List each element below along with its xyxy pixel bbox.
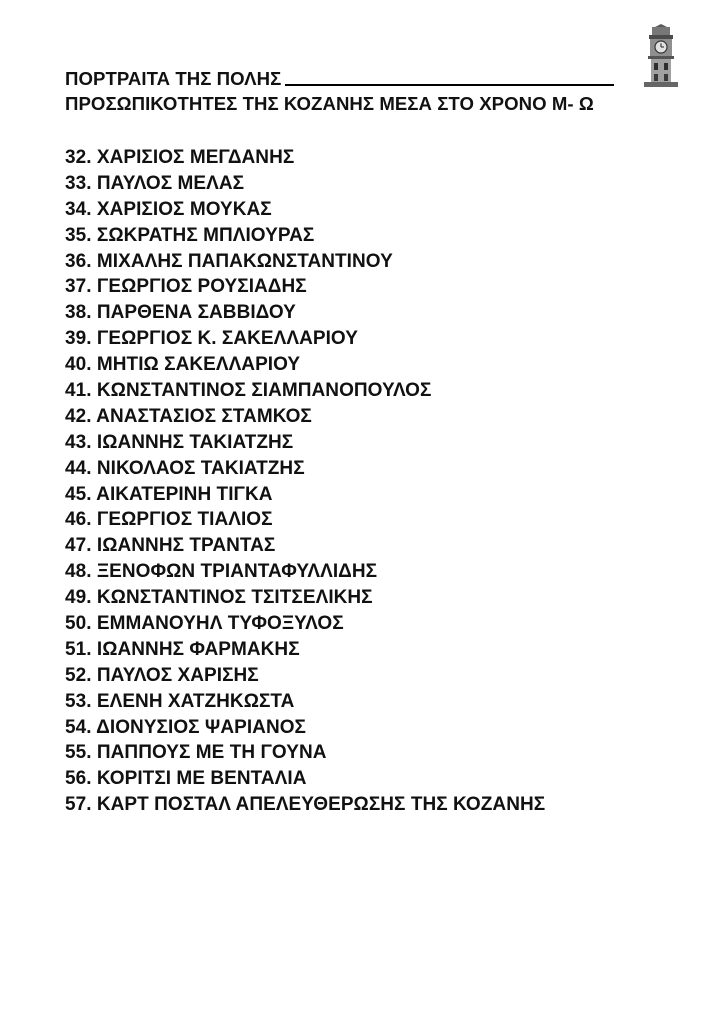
document-title: ΠΟΡΤΡΑΙΤΑ ΤΗΣ ΠΟΛΗΣ [65,68,282,89]
list-item: 34. ΧΑΡΙΣΙΟΣ ΜΟΥΚΑΣ [65,198,272,220]
list-item: 49. ΚΩΝΣΤΑΝΤΙΝΟΣ ΤΣΙΤΣΕΛΙΚΗΣ [65,587,373,609]
list-item: 41. ΚΩΝΣΤΑΝΤΙΝΟΣ ΣΙΑΜΠΑΝΟΠΟΥΛΟΣ [65,380,432,402]
list-item: 36. ΜΙΧΑΛΗΣ ΠΑΠΑΚΩΝΣΤΑΝΤΙΝΟΥ [65,250,393,272]
list-item: 45. ΑΙΚΑΤΕΡΙΝΗ ΤΙΓΚΑ [65,483,273,505]
list-item: 37. ΓΕΩΡΓΙΟΣ ΡΟΥΣΙΑΔΗΣ [65,276,307,298]
clock-tower-icon [640,24,682,87]
list-item: 35. ΣΩΚΡΑΤΗΣ ΜΠΛΙΟΥΡΑΣ [65,224,315,246]
list-item: 33. ΠΑΥΛΟΣ ΜΕΛΑΣ [65,172,245,194]
document-subtitle: ΠΡΟΣΩΠΙΚΟΤΗΤΕΣ ΤΗΣ ΚΟΖΑΝΗΣ ΜΕΣΑ ΣΤΟ ΧΡΟΝΟ Μ- Ω [65,93,594,114]
list-item: 54. ΔΙΟΝΥΣΙΟΣ ΨΑΡΙΑΝΟΣ [65,716,307,738]
title-underline [285,84,614,86]
list-item: 52. ΠΑΥΛΟΣ ΧΑΡΙΣΗΣ [65,664,259,686]
portrait-list [65,145,545,818]
document-header [65,66,685,114]
list-item: 44. ΝΙΚΟΛΑΟΣ ΤΑΚΙΑΤΖΗΣ [65,457,305,479]
list-item: 47. ΙΩΑΝΝΗΣ ΤΡΑΝΤΑΣ [65,535,276,557]
list-item: 50. ΕΜΜΑΝΟΥΗΛ ΤΥΦΟΞΥΛΟΣ [65,613,344,635]
list-item: 55. ΠΑΠΠΟΥΣ ΜΕ ΤΗ ΓΟΥΝΑ [65,742,327,764]
list-item: 46. ΓΕΩΡΓΙΟΣ ΤΙΑΛΙΟΣ [65,509,273,531]
list-item: 38. ΠΑΡΘΕΝΑ ΣΑΒΒΙΔΟΥ [65,302,296,324]
list-item: 39. ΓΕΩΡΓΙΟΣ Κ. ΣΑΚΕΛΛΑΡΙΟΥ [65,328,358,350]
list-item: 51. ΙΩΑΝΝΗΣ ΦΑΡΜΑΚΗΣ [65,638,300,660]
list-item: 57. ΚΑΡΤ ΠΟΣΤΑΛ ΑΠΕΛΕΥΘΕΡΩΣΗΣ ΤΗΣ ΚΟΖΑΝΗΣ [65,794,546,816]
list-item: 53. ΕΛΕΝΗ ΧΑΤΖΗΚΩΣΤΑ [65,690,295,712]
list-item: 32. ΧΑΡΙΣΙΟΣ ΜΕΓΔΑΝΗΣ [65,147,295,168]
list-item: 43. ΙΩΑΝΝΗΣ ΤΑΚΙΑΤΖΗΣ [65,431,294,453]
list-item: 56. ΚΟΡΙΤΣΙ ΜΕ ΒΕΝΤΑΛΙΑ [65,768,307,790]
title-line [65,66,685,89]
list-item: 48. ΞΕΝΟΦΩΝ ΤΡΙΑΝΤΑΦΥΛΛΙΔΗΣ [65,561,378,583]
list-item: 40. ΜΗΤΙΩ ΣΑΚΕΛΛΑΡΙΟΥ [65,354,301,376]
list-item: 42. ΑΝΑΣΤΑΣΙΟΣ ΣΤΑΜΚΟΣ [65,405,312,427]
